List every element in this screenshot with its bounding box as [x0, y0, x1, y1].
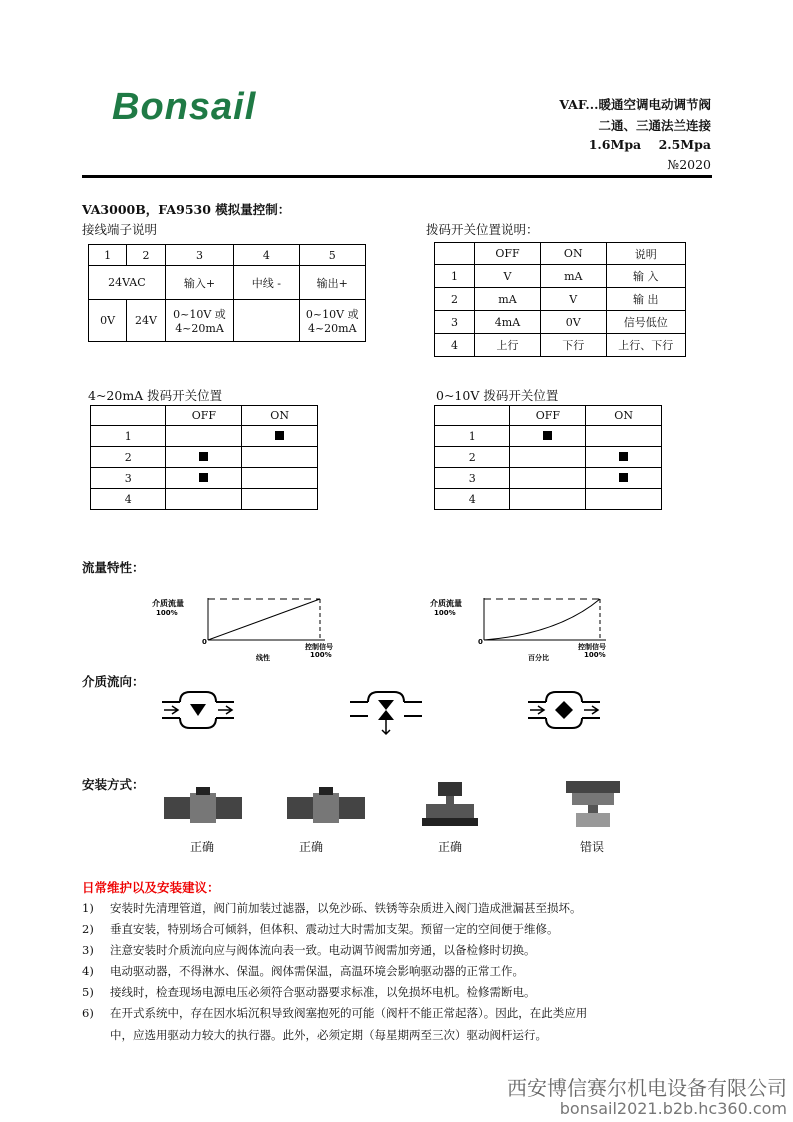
table-cell — [510, 447, 586, 468]
x-label: 控制信号 — [578, 643, 606, 651]
table-cell — [510, 426, 586, 447]
table-cell — [586, 426, 662, 447]
y-label: 介质流量 — [430, 599, 462, 608]
cell-line: 0~10V 或 — [305, 308, 359, 321]
table-row — [435, 468, 662, 489]
install-caption-2: 正确 — [299, 840, 324, 854]
switch-v-label: 0~10V 拨码开关位置 — [436, 388, 559, 403]
list-item — [82, 921, 642, 937]
table-cell: 24VAC — [89, 266, 166, 300]
list-item-text: 在开式系统中，存在因水垢沉积导致阀塞抱死的可能（阀杆不能正常起落）。因此，在此类应用 — [110, 1006, 588, 1020]
section-title: VA3000B，FA9530 模拟量控制： — [82, 202, 291, 217]
table-cell: V — [475, 265, 541, 288]
y-pct: 100% — [156, 609, 178, 617]
install-upright-icon — [420, 780, 480, 830]
table-cell: 3 — [91, 468, 166, 489]
install-caption-3: 正确 — [438, 840, 463, 854]
header-rule — [82, 175, 712, 178]
table-row — [435, 447, 662, 468]
table-row — [435, 334, 686, 357]
table-cell: OFF — [475, 243, 541, 265]
table-cell: 2 — [435, 288, 475, 311]
table-cell — [166, 468, 242, 489]
install-caption-4: 错误 — [580, 840, 605, 854]
table-row — [435, 243, 686, 265]
table-row — [91, 406, 318, 426]
table-cell: 1 — [91, 426, 166, 447]
table-row — [435, 406, 662, 426]
table-cell — [242, 489, 318, 510]
table-row — [91, 468, 318, 489]
chart-caption: 线性 — [256, 654, 270, 662]
table-cell: 输入+ — [165, 266, 233, 300]
table-cell: ON — [242, 406, 318, 426]
table-cell: 3 — [165, 245, 233, 266]
table-cell: 0V — [89, 300, 127, 342]
switch-position-marker — [275, 431, 284, 440]
list-item-number: 6) — [82, 1006, 94, 1020]
doc-number: №2020 — [667, 157, 711, 172]
table-row — [435, 311, 686, 334]
table-cell: OFF — [510, 406, 586, 426]
maintenance-title: 日常维护以及安装建议： — [82, 880, 220, 895]
table-cell: 1 — [89, 245, 127, 266]
table-cell — [299, 300, 366, 342]
table-cell: ON — [586, 406, 662, 426]
percentage-flow-chart — [428, 586, 628, 666]
dip-label: 拨码开关位置说明： — [426, 222, 539, 237]
dip-table — [434, 242, 686, 357]
list-item — [82, 984, 642, 1000]
y-label: 介质流量 — [152, 599, 184, 608]
table-cell — [586, 447, 662, 468]
table-cell: 上行 — [475, 334, 541, 357]
table-cell: 输 出 — [606, 288, 685, 311]
table-cell — [435, 243, 475, 265]
list-item — [82, 900, 642, 916]
x-pct: 100% — [584, 651, 606, 659]
table-cell: 0V — [540, 311, 606, 334]
table-row — [435, 489, 662, 510]
table-cell: 3 — [435, 311, 475, 334]
table-cell: V — [540, 288, 606, 311]
list-item-text: 注意安装时介质流向应与阀体流向表一致。电动调节阀需加旁通，以备检修时切换。 — [110, 943, 536, 957]
wiring-table — [88, 244, 366, 342]
table-cell: 24V — [127, 300, 166, 342]
table-cell — [91, 406, 166, 426]
cell-line: 4~20mA — [307, 322, 357, 335]
table-cell — [435, 406, 510, 426]
zero-label: 0 — [478, 638, 483, 646]
zero-label: 0 — [202, 638, 207, 646]
cell-line: 0~10V 或 — [173, 308, 226, 321]
flow-direction-icon-3 — [524, 690, 604, 734]
table-row — [91, 426, 318, 447]
table-cell: 输 入 — [606, 265, 685, 288]
list-item — [82, 963, 642, 979]
flow-title: 流量特性： — [82, 560, 145, 575]
table-cell: mA — [540, 265, 606, 288]
x-label: 控制信号 — [305, 643, 333, 651]
table-row — [435, 426, 662, 447]
switch-position-marker — [543, 431, 552, 440]
table-cell: 输出+ — [299, 266, 366, 300]
table-cell: 2 — [91, 447, 166, 468]
switch-v-table — [434, 405, 662, 510]
wiring-label: 接线端子说明 — [82, 222, 158, 237]
pressure-rating: 1.6Mpa 2.5Mpa — [588, 137, 711, 152]
table-cell: 2 — [435, 447, 510, 468]
y-pct: 100% — [434, 609, 456, 617]
linear-flow-chart — [150, 586, 340, 666]
table-cell — [234, 300, 299, 342]
install-horizontal-icon-2 — [285, 785, 367, 831]
flow-direction-icon-1 — [158, 690, 238, 734]
table-cell — [166, 447, 242, 468]
table-cell — [242, 447, 318, 468]
list-item-text: 垂直安装，特别场合可倾斜，但体积、震动过大时需加支架。预留一定的空间便于维修。 — [110, 922, 559, 936]
table-cell: 4 — [234, 245, 299, 266]
table-cell: 4 — [91, 489, 166, 510]
table-row — [91, 489, 318, 510]
table-cell: 4 — [435, 489, 510, 510]
table-cell — [586, 489, 662, 510]
table-cell: 5 — [299, 245, 366, 266]
table-cell: ON — [540, 243, 606, 265]
table-cell — [586, 468, 662, 489]
chart-caption: 百分比 — [528, 654, 549, 662]
table-cell — [166, 426, 242, 447]
switch-ma-table — [90, 405, 318, 510]
maintenance-continuation: 中，应选用驱动力较大的执行器。此外，必须定期（每星期两至三次）驱动阀杆运行。 — [110, 1028, 547, 1042]
medium-title: 介质流向： — [82, 674, 145, 689]
linear-curve — [208, 599, 320, 640]
company-site: bonsail2021.b2b.hc360.com — [559, 1099, 787, 1118]
table-cell: 3 — [435, 468, 510, 489]
table-row — [435, 265, 686, 288]
list-item-number: 4) — [82, 964, 94, 978]
table-cell — [242, 468, 318, 489]
list-item-number: 1) — [82, 901, 94, 915]
list-item-number: 2) — [82, 922, 94, 936]
switch-position-marker — [619, 452, 628, 461]
table-cell: 1 — [435, 426, 510, 447]
table-row — [91, 447, 318, 468]
company-name: 西安博信赛尔机电设备有限公司 — [507, 1076, 787, 1100]
table-cell: OFF — [166, 406, 242, 426]
install-title: 安装方式： — [82, 777, 145, 792]
percentage-curve — [484, 599, 600, 640]
table-cell — [166, 489, 242, 510]
install-inverted-icon — [562, 777, 624, 831]
table-cell: 中线 - — [234, 266, 299, 300]
table-cell — [242, 426, 318, 447]
flow-direction-icon-2 — [346, 690, 426, 738]
brand-logo: Bonsail — [112, 86, 257, 128]
table-cell: 4mA — [475, 311, 541, 334]
list-item-number: 3) — [82, 943, 94, 957]
table-cell: 信号低位 — [606, 311, 685, 334]
list-item-text: 接线时，检查现场电源电压必须符合驱动器要求标准，以免损坏电机。检修需断电。 — [110, 985, 536, 999]
switch-position-marker — [199, 452, 208, 461]
list-item-text: 安装时先清理管道，阀门前加装过滤器，以免沙砾、铁锈等杂质进入阀门造成泄漏甚至损坏。 — [110, 901, 582, 915]
x-pct: 100% — [310, 651, 332, 659]
list-item-text: 电动驱动器，不得淋水、保温。阀体需保温，高温环境会影响驱动器的正常工作。 — [110, 964, 524, 978]
table-cell: 说明 — [606, 243, 685, 265]
install-horizontal-icon-1 — [162, 785, 244, 831]
table-cell — [510, 468, 586, 489]
switch-ma-label: 4~20mA 拨码开关位置 — [88, 388, 223, 403]
switch-position-marker — [619, 473, 628, 482]
table-cell — [510, 489, 586, 510]
table-cell: 2 — [127, 245, 166, 266]
install-caption-1: 正确 — [190, 840, 215, 854]
table-cell: 1 — [435, 265, 475, 288]
cell-line: 4~20mA — [175, 322, 224, 335]
list-item-number: 5) — [82, 985, 94, 999]
table-cell: 下行 — [540, 334, 606, 357]
table-cell: 4 — [435, 334, 475, 357]
table-cell — [165, 300, 233, 342]
list-item — [82, 1005, 642, 1021]
product-title: VAF...暖通空调电动调节阀 — [559, 97, 711, 112]
product-subtitle: 二通、三通法兰连接 — [598, 118, 711, 133]
switch-position-marker — [199, 473, 208, 482]
list-item — [82, 942, 642, 958]
table-row — [435, 288, 686, 311]
table-cell: mA — [475, 288, 541, 311]
table-cell: 上行、下行 — [606, 334, 685, 357]
